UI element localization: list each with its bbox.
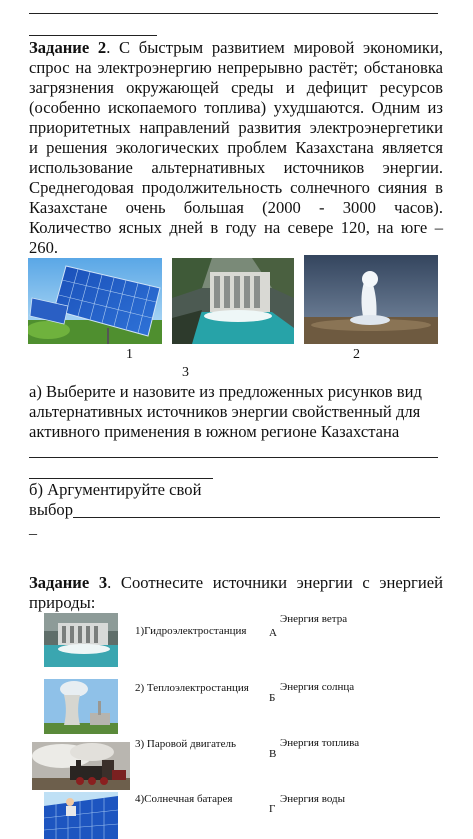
task3-title: Задание 3	[29, 573, 108, 592]
task3-left-3: 3) Паровой двигатель	[135, 738, 236, 750]
answer-line-top-2	[29, 35, 157, 36]
task2-line-10: Количество ясных дней в году на севере 120, на юге –	[29, 218, 443, 237]
solar-battery-thumbnail	[44, 792, 118, 839]
task2-line-9: Казахстане очень большая (2000 - 3000 часов).	[29, 198, 443, 217]
task2-line-6: и решения экологических проблем Казахстана является	[29, 138, 443, 157]
answer-line-b	[73, 517, 440, 518]
task2-line-11: 260.	[29, 238, 59, 257]
question-a-line-3: активного применения в южном регионе Казахстана	[29, 422, 400, 441]
picture-label-1: 1	[126, 347, 133, 362]
task2-line-4: (особенно ископаемого топлива) ухудшаются. Одним из	[29, 98, 443, 117]
task2-line-2: спрос на электроэнергию непрерывно растёт; обстановка	[29, 58, 443, 77]
task3-left-1: 1)Гидроэлектростанция	[135, 625, 247, 637]
geyser-image	[304, 255, 438, 344]
task3-line-2: природы:	[29, 593, 96, 612]
answer-line-a-2	[29, 478, 213, 479]
steam-locomotive-thumbnail	[32, 742, 130, 790]
task3-intro	[29, 573, 443, 613]
task2-title: Задание 2	[29, 38, 107, 57]
task3-letter-1: А	[269, 627, 277, 639]
task3-right-1: Энергия ветра	[280, 613, 348, 625]
trailing-dash: _	[29, 520, 37, 537]
task2-text	[29, 38, 443, 258]
picture-label-3: 3	[182, 365, 189, 380]
task3-left-2: 2) Теплоэлектростанция	[135, 682, 249, 694]
task3-left-4: 4)Солнечная батарея	[135, 793, 233, 805]
hydro-dam-image	[172, 258, 294, 344]
task3-right-4: Энергия воды	[280, 793, 346, 805]
question-b-line-1: б) Аргументируйте свой	[29, 480, 202, 499]
task2-line-1: Задание 2. С быстрым развитием мировой экономики,	[29, 38, 443, 57]
task2-line-7: использование альтернативных источников энергии.	[29, 158, 443, 177]
question-a	[29, 382, 443, 442]
answer-line-a-1	[29, 457, 438, 458]
task3-right-2: Энергия солнца	[280, 681, 355, 693]
question-a-line-1: а) Выберите и назовите из предложенных рисунков вид	[29, 382, 422, 401]
picture-label-2: 2	[353, 347, 360, 362]
task2-line-8: Среднегодовая продолжительность солнечного сияния в	[29, 178, 443, 197]
thermal-station-thumbnail	[44, 679, 118, 734]
question-a-line-2: альтернативных источников энергии свойственный для	[29, 402, 421, 421]
task2-line-3: загрязнения окружающей среды и дефицит ресурсов	[29, 78, 443, 97]
answer-line-top-1	[29, 13, 438, 14]
task3-letter-2: Б	[269, 692, 276, 704]
task3-letter-3: В	[269, 748, 277, 760]
hydro-station-thumbnail	[44, 613, 118, 667]
task3-right-3: Энергия топлива	[280, 737, 360, 749]
question-b	[29, 480, 443, 520]
task3-letter-4: Г	[269, 803, 276, 815]
solar-panels-image	[28, 258, 162, 344]
question-b-line-2: выбор	[29, 500, 74, 519]
task2-line-5: приоритетных направлений развития электроэнергетики	[29, 118, 443, 137]
task3-line-1: Задание 3. Соотнесите источники энергии с энергией	[29, 573, 443, 592]
